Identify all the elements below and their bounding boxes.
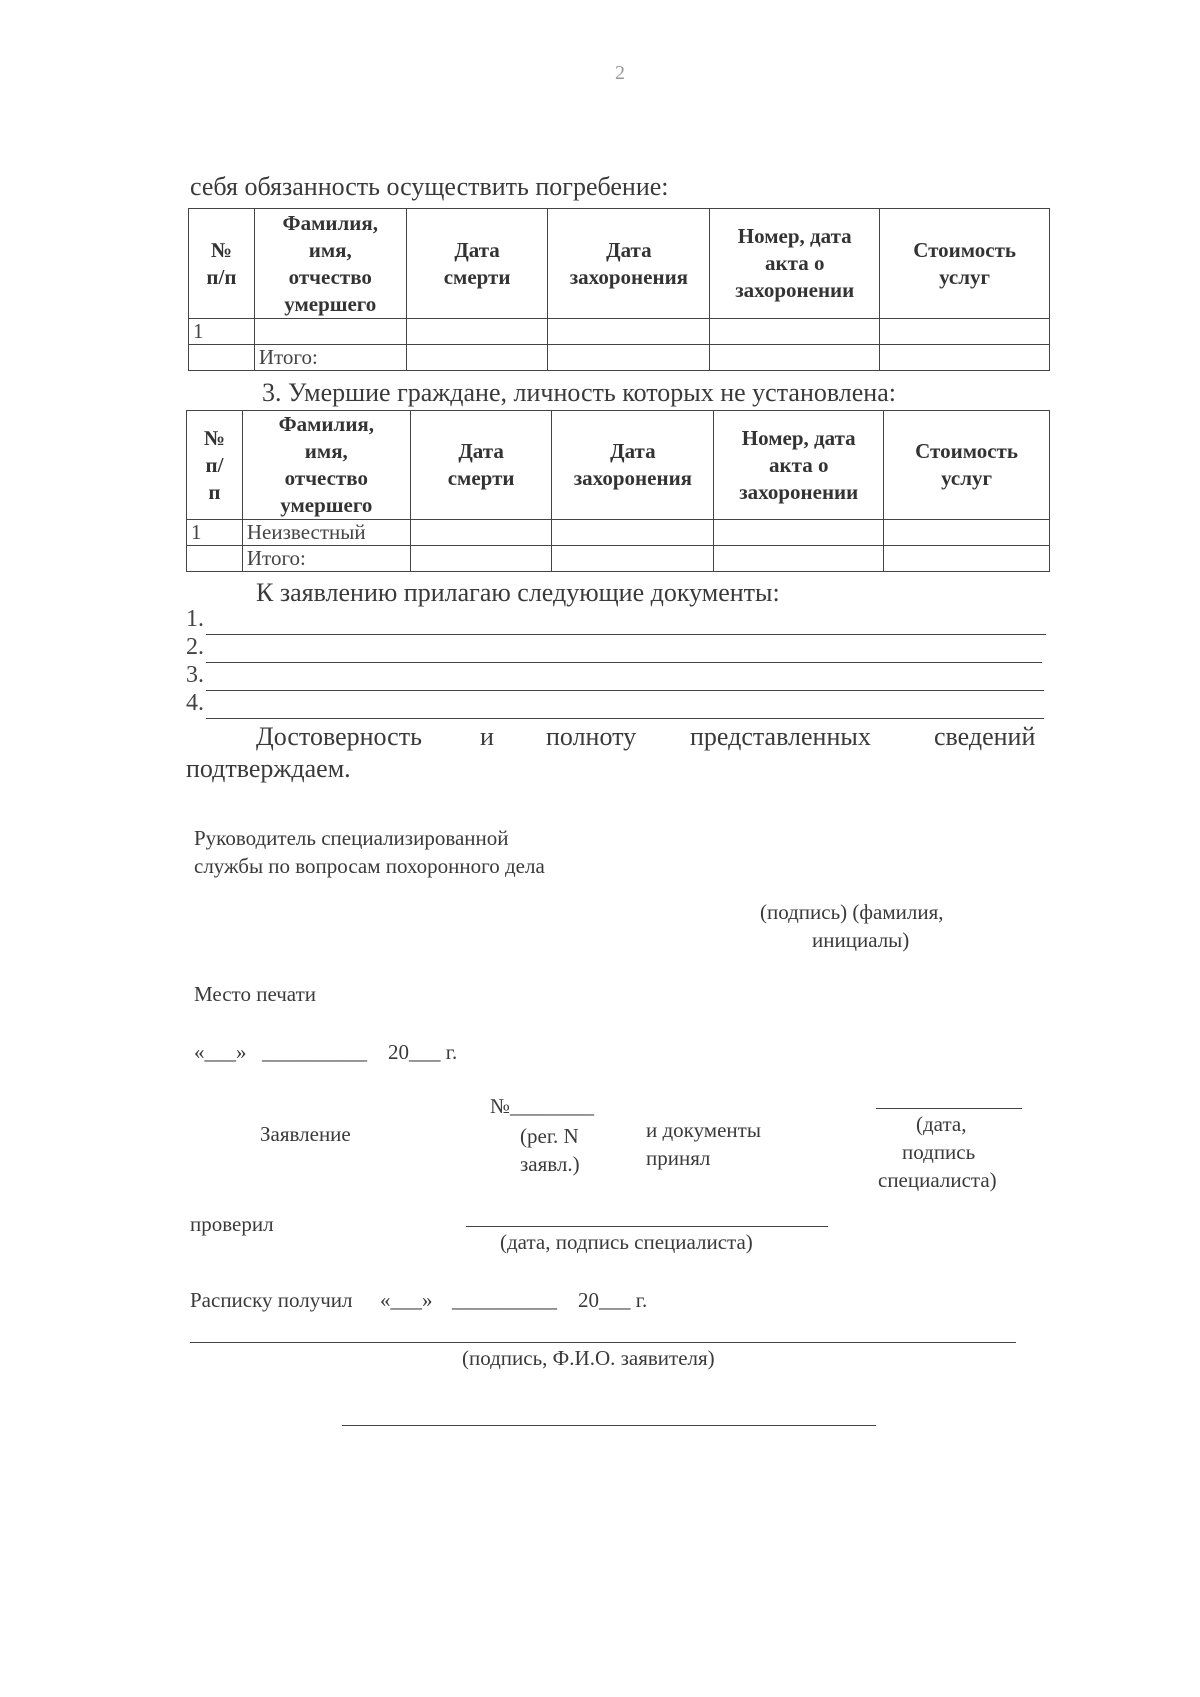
receipt-signature-line bbox=[190, 1342, 1016, 1343]
table-total-row bbox=[187, 546, 1050, 572]
row-num: 1 bbox=[187, 520, 243, 546]
specialist-caption-2: подпись bbox=[902, 1140, 976, 1164]
specialist-caption-1: (дата, bbox=[916, 1112, 967, 1136]
attachment-line-3 bbox=[206, 690, 1044, 691]
receipt-day: «___» bbox=[380, 1288, 433, 1312]
signatory-title-line-2: службы по вопросам похоронного дела bbox=[194, 854, 545, 878]
attachment-item-2: 2. bbox=[186, 634, 204, 660]
acceptance-reg-number: №________ bbox=[490, 1094, 595, 1118]
header-death-date: Дата смерти bbox=[406, 209, 548, 319]
total-label: Итого: bbox=[242, 546, 410, 572]
receipt-caption: (подпись, Ф.И.О. заявителя) bbox=[462, 1346, 715, 1370]
confirm-word-4: представленных bbox=[690, 722, 871, 751]
header-burial-date: Дата захоронения bbox=[552, 411, 714, 520]
specialist-caption-3: специалиста) bbox=[878, 1168, 997, 1192]
signature-caption-2: инициалы) bbox=[812, 928, 910, 952]
table-section2 bbox=[188, 208, 1050, 371]
confirm-line-2: подтверждаем. bbox=[186, 754, 351, 783]
confirm-word-1: Достоверность bbox=[256, 722, 422, 751]
checked-caption: (дата, подпись специалиста) bbox=[500, 1230, 753, 1254]
attachments-intro: К заявлению прилагаю следующие документы: bbox=[256, 578, 780, 607]
date-month: __________ bbox=[262, 1040, 367, 1064]
attachment-item-3: 3. bbox=[186, 662, 204, 688]
row-num: 1 bbox=[189, 319, 255, 345]
confirm-word-5: сведений bbox=[934, 722, 1036, 751]
table-header-row bbox=[189, 209, 1050, 319]
confirm-word-2: и bbox=[480, 722, 494, 751]
attachment-line-2 bbox=[206, 662, 1042, 663]
acceptance-reg-caption-2: заявл.) bbox=[520, 1152, 580, 1176]
header-burial-date: Дата захоронения bbox=[548, 209, 710, 319]
checked-signature-line bbox=[466, 1226, 828, 1227]
header-name: Фамилия, имя, отчество умершего bbox=[242, 411, 410, 520]
receipt-label: Расписку получил bbox=[190, 1288, 353, 1312]
signature-caption-1: (подпись) (фамилия, bbox=[760, 900, 944, 924]
total-label: Итого: bbox=[254, 345, 406, 371]
acceptance-accepted-1: и документы bbox=[646, 1118, 761, 1142]
date-day: «___» bbox=[194, 1040, 247, 1064]
header-name: Фамилия, имя, отчество умершего bbox=[254, 209, 406, 319]
attachment-item-4: 4. bbox=[186, 690, 204, 716]
header-cost: Стоимость услуг bbox=[880, 209, 1050, 319]
header-death-date: Дата смерти bbox=[410, 411, 552, 520]
receipt-year: 20___ г. bbox=[578, 1288, 648, 1312]
header-cost: Стоимость услуг bbox=[884, 411, 1050, 520]
stamp-place: Место печати bbox=[194, 982, 317, 1006]
confirm-word-3: полноту bbox=[546, 722, 637, 751]
table-section3 bbox=[186, 410, 1050, 572]
attachment-line-1 bbox=[206, 634, 1046, 635]
attachment-item-1: 1. bbox=[186, 606, 204, 632]
table-row bbox=[187, 520, 1050, 546]
header-burial-act: Номер, дата акта о захоронении bbox=[710, 209, 880, 319]
specialist-signature-line bbox=[876, 1108, 1022, 1109]
date-year: 20___ г. bbox=[388, 1040, 458, 1064]
header-burial-act: Номер, дата акта о захоронении bbox=[714, 411, 884, 520]
header-num: № п/ п bbox=[187, 411, 243, 520]
table-row bbox=[189, 319, 1050, 345]
receipt-month: __________ bbox=[452, 1288, 557, 1312]
page-number: 2 bbox=[615, 62, 625, 84]
attachment-line-4 bbox=[206, 718, 1044, 719]
acceptance-reg-caption-1: (рег. N bbox=[520, 1124, 579, 1148]
header-num: № п/п bbox=[189, 209, 255, 319]
checked-label: проверил bbox=[190, 1212, 274, 1236]
acceptance-statement: Заявление bbox=[260, 1122, 351, 1146]
section2-intro: себя обязанность осуществить погребение: bbox=[190, 172, 669, 201]
table-total-row bbox=[189, 345, 1050, 371]
row-name: Неизвестный bbox=[242, 520, 410, 546]
signatory-title-line-1: Руководитель специализированной bbox=[194, 826, 509, 850]
closing-separator bbox=[342, 1425, 876, 1426]
acceptance-accepted-2: принял bbox=[646, 1146, 711, 1170]
table-header-row bbox=[187, 411, 1050, 520]
section3-title: 3. Умершие граждане, личность которых не установлена: bbox=[262, 378, 896, 407]
